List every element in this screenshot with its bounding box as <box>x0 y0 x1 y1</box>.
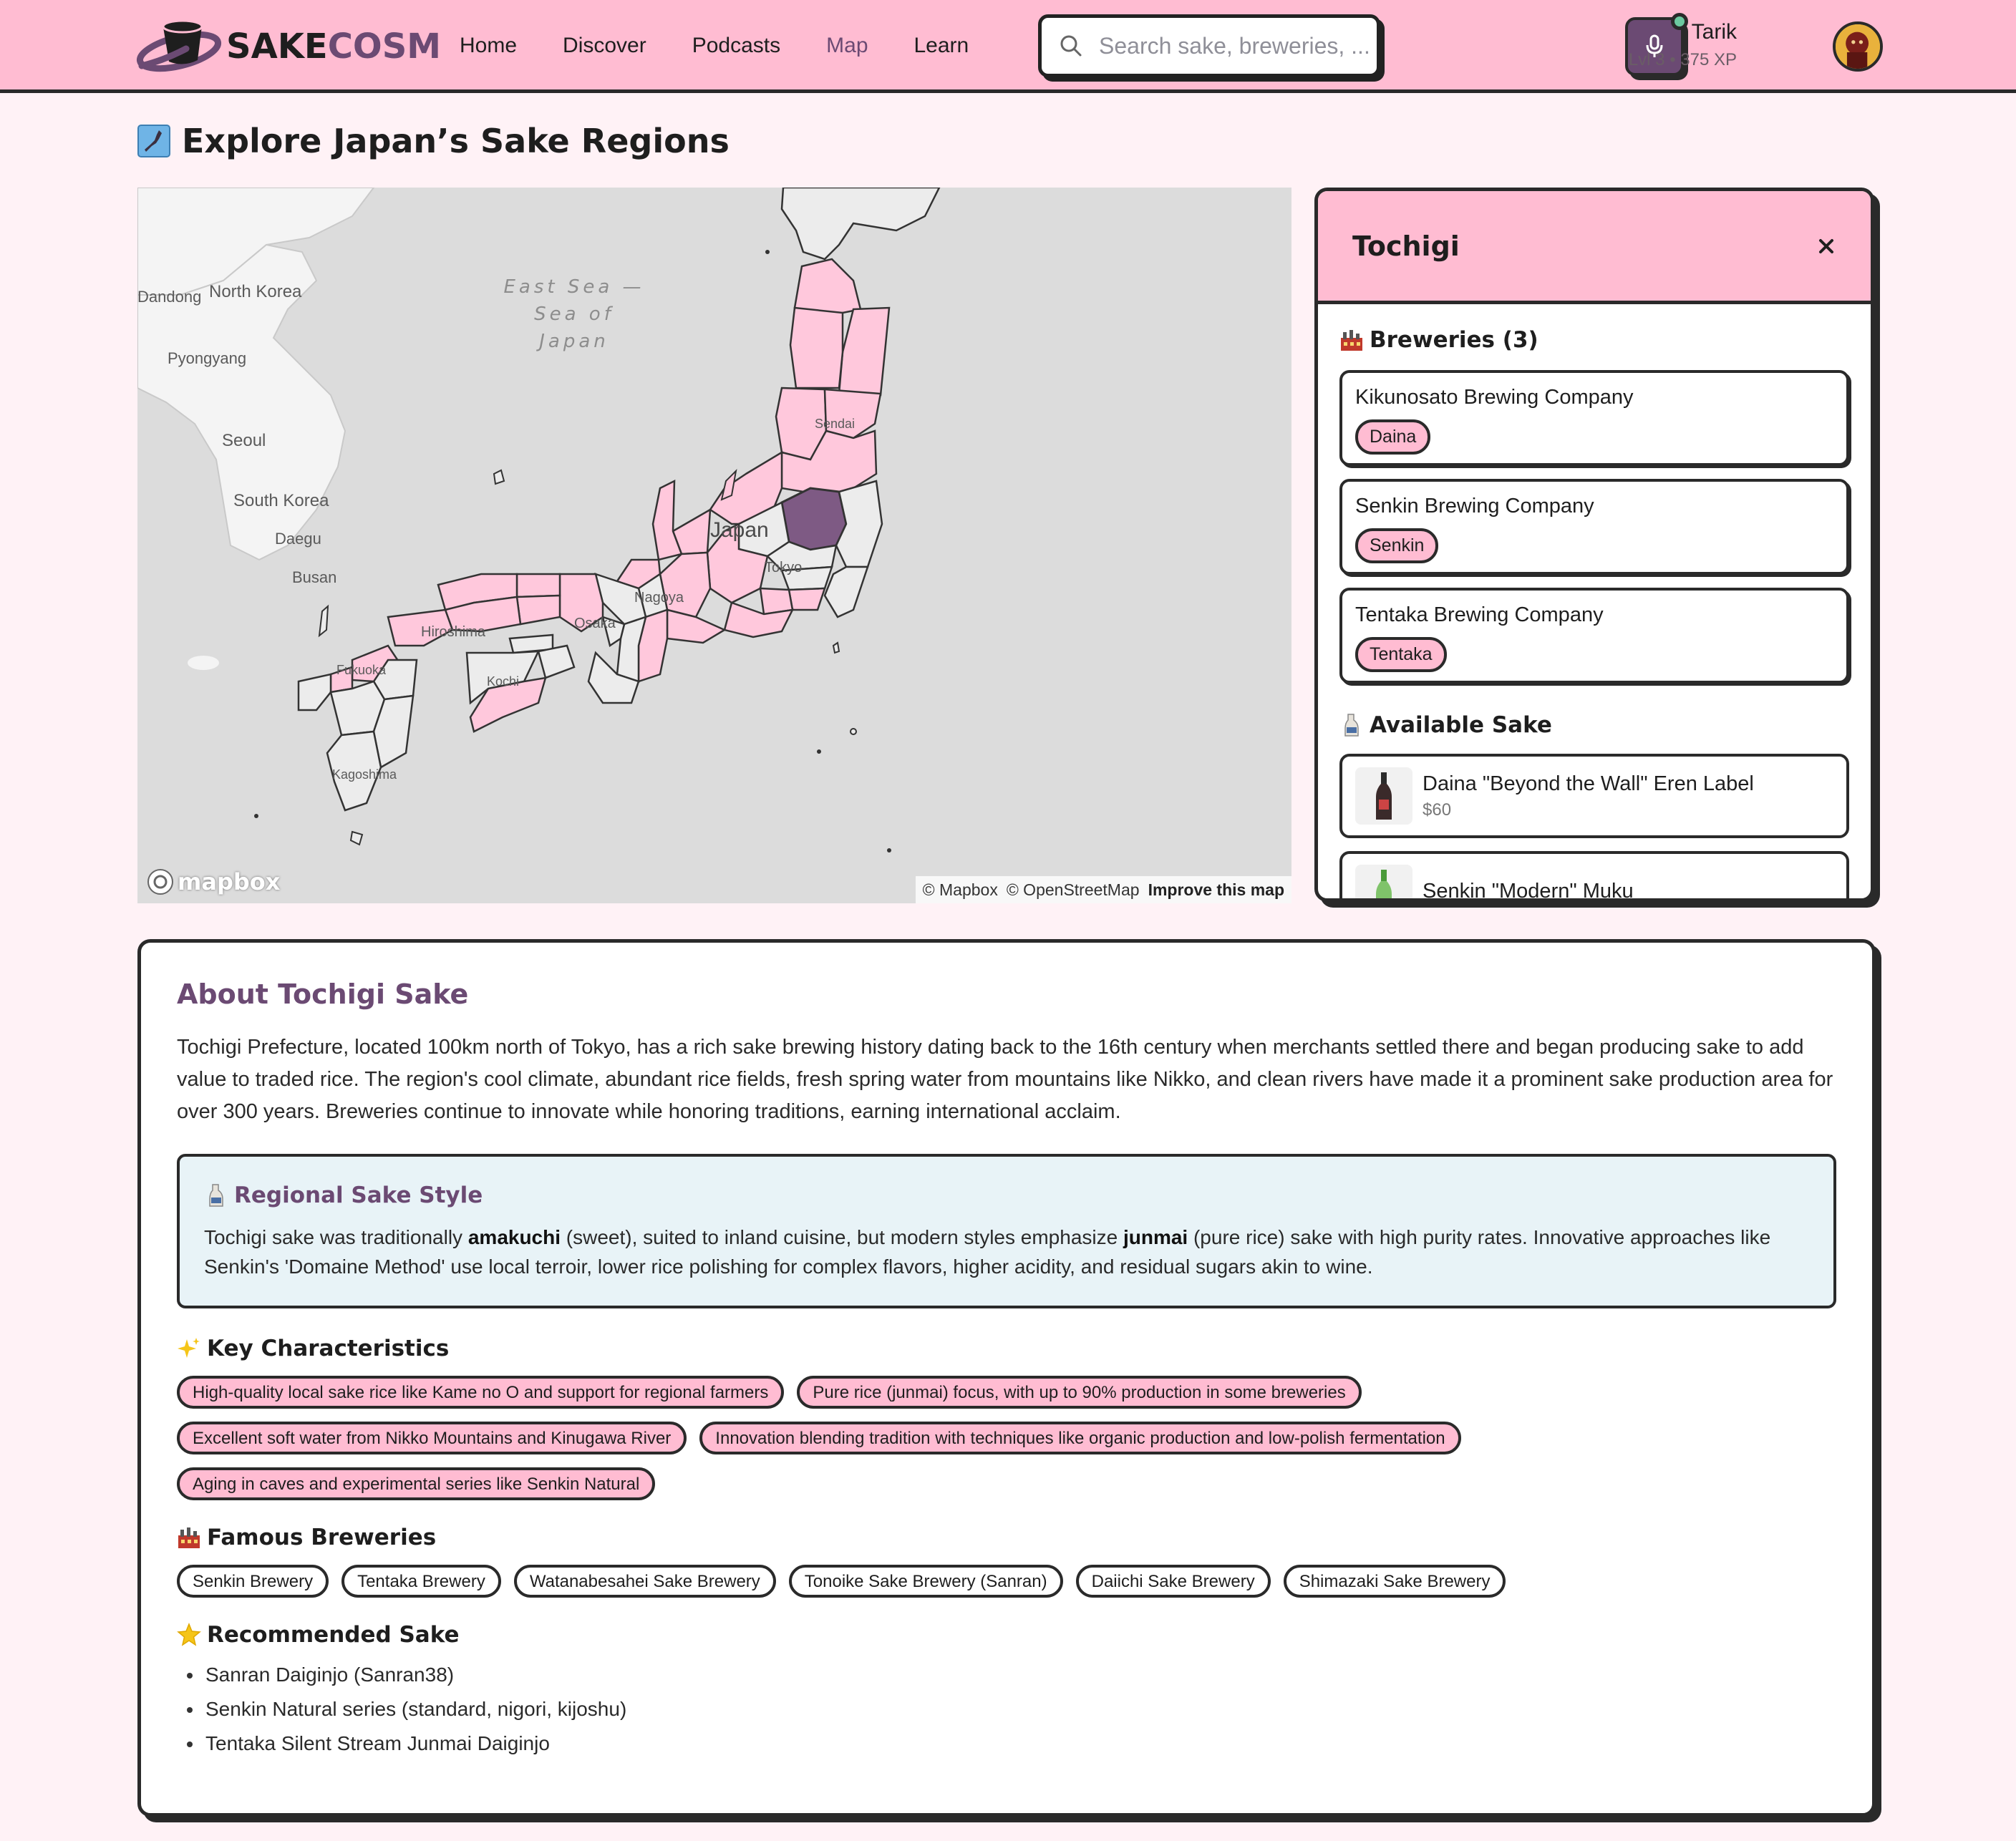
jeju-island <box>188 656 219 670</box>
panel-header <box>1318 191 1871 304</box>
attribution-osm[interactable]: © OpenStreetMap <box>1006 880 1140 899</box>
breweries-heading-text: Breweries (3) <box>1370 327 1538 353</box>
region-akita <box>790 308 843 388</box>
regional-style-heading <box>204 1182 1809 1208</box>
sake-card[interactable] <box>1339 754 1849 838</box>
brand[interactable] <box>136 16 441 77</box>
sake-price: $60 <box>1423 800 1452 820</box>
attribution-mapbox[interactable]: © Mapbox <box>922 880 998 899</box>
brewery-icon <box>177 1525 201 1550</box>
breweries-heading <box>1339 327 1849 353</box>
sparkles-icon <box>177 1336 201 1361</box>
list-item: Sanran Daiginjo (Sanran38) <box>187 1658 1836 1692</box>
page-title-row <box>137 122 730 160</box>
characteristic-chip: High-quality local sake rice like Kame no O and support for regional farmers <box>177 1376 784 1409</box>
page-title: Explore Japan’s Sake Regions <box>182 122 730 160</box>
mapbox-icon <box>146 868 175 896</box>
brewery-icon <box>1339 328 1364 352</box>
map-label-kagoshima: Kagoshima <box>332 767 397 782</box>
brand-name: SAKECOSM <box>226 26 442 67</box>
user-level-xp: Lvl 3 • 375 XP <box>1628 50 1737 69</box>
island-dot-4 <box>765 250 770 254</box>
recommended-sake-list <box>177 1658 1836 1761</box>
regional-style-box <box>177 1154 1836 1308</box>
map-label-sendai: Sendai <box>815 417 856 431</box>
about-title: About Tochigi Sake <box>177 978 469 1010</box>
search-icon <box>1059 34 1083 58</box>
available-sake-heading <box>1339 712 1849 738</box>
search-box <box>1038 14 1380 77</box>
brand-tag[interactable]: Tentaka <box>1355 637 1447 672</box>
brewery-name: Tentaka Brewing Company <box>1355 603 1604 626</box>
term-amakuchi: amakuchi <box>467 1226 561 1248</box>
sake-bottle-icon <box>1339 713 1364 737</box>
island-oki <box>494 470 504 484</box>
island-dot-2 <box>817 749 821 754</box>
brewery-chip[interactable]: Tonoike Sake Brewery (Sanran) <box>789 1565 1063 1598</box>
region-ishikawa <box>653 481 682 560</box>
about-description: Tochigi Prefecture, located 100km north of Tokyo, has a rich sake brewing history dating back to the 16th century when merchants settled there and began producing sake to add value to traded rice. The region's cool climate, abundant rice fields, fresh spring water from mountains like Nikko, and clean rivers have made it a prominent sake production area for over 300 years. Breweries continue to innovate while honoring traditions, earning international acclaim. <box>177 1036 1833 1123</box>
characteristic-chip: Excellent soft water from Nikko Mountains and Kinugawa River <box>177 1422 687 1454</box>
brewery-card[interactable] <box>1339 479 1849 575</box>
map-label-sea-of-japan: East Sea — Sea of Japan <box>503 276 645 352</box>
about-region-card <box>137 939 1876 1817</box>
brewery-chip[interactable]: Senkin Brewery <box>177 1565 329 1598</box>
region-tochigi <box>782 488 846 550</box>
star-icon <box>177 1623 201 1647</box>
brewery-chip[interactable]: Daiichi Sake Brewery <box>1076 1565 1271 1598</box>
famous-breweries-list <box>177 1565 1752 1598</box>
sake-cup-logo-icon <box>136 16 222 77</box>
characteristic-chip: Innovation blending tradition with techniques like organic production and low-polish fermentation <box>699 1422 1460 1454</box>
map-label-daegu: Daegu <box>275 530 321 548</box>
brewery-name: Kikunosato Brewing Company <box>1355 386 1634 409</box>
famous-breweries-heading <box>177 1525 1836 1550</box>
panel-title: Tochigi <box>1352 230 1460 262</box>
region-nagasaki <box>299 674 331 710</box>
map-label-japan: Japan <box>710 518 769 542</box>
region-hokkaido <box>782 188 939 259</box>
map-label-seoul: Seoul <box>222 431 266 450</box>
top-navigation-bar <box>0 0 2016 93</box>
island-dot-5 <box>254 814 258 818</box>
map-label-north-korea: North Korea <box>209 282 302 301</box>
map-label-south-korea: South Korea <box>233 491 329 510</box>
region-iwate <box>839 308 889 395</box>
mapbox-logo[interactable] <box>146 868 280 896</box>
brand-tag[interactable]: Senkin <box>1355 528 1438 563</box>
avatar-image <box>1836 24 1880 69</box>
main-nav <box>460 0 969 92</box>
sake-region-map[interactable] <box>137 188 1292 903</box>
key-characteristics-text: Key Characteristics <box>207 1336 450 1361</box>
nav-discover[interactable]: Discover <box>563 34 646 57</box>
region-chiba <box>825 567 868 617</box>
map-label-pyongyang: Pyongyang <box>168 349 247 367</box>
region-okayama <box>517 596 560 624</box>
japan-map-icon <box>137 125 170 157</box>
sake-bottle-image <box>1375 868 1393 902</box>
recommended-sake-text: Recommended Sake <box>207 1622 460 1648</box>
user-info[interactable] <box>1629 20 1737 70</box>
island-izu <box>833 643 839 653</box>
regional-style-title: Regional Sake Style <box>234 1182 483 1208</box>
island-yakushima <box>351 832 362 845</box>
region-details-panel <box>1314 188 1874 902</box>
brewery-card[interactable] <box>1339 588 1849 684</box>
map-label-kochi: Kochi <box>487 674 520 689</box>
avatar[interactable] <box>1833 21 1883 72</box>
region-tottori <box>517 574 560 597</box>
term-junmai: junmai <box>1123 1226 1188 1248</box>
brewery-chip[interactable]: Watanabesahei Sake Brewery <box>514 1565 776 1598</box>
nav-podcasts[interactable]: Podcasts <box>692 34 781 57</box>
characteristic-chip: Aging in caves and experimental series like Senkin Natural <box>177 1467 655 1500</box>
map-label-nagoya: Nagoya <box>634 590 684 606</box>
brewery-name: Senkin Brewing Company <box>1355 495 1594 518</box>
map-label-tokyo: Tokyo <box>765 560 803 575</box>
map-label-busan: Busan <box>292 568 337 586</box>
region-aomori <box>795 259 861 316</box>
sake-name: Senkin "Modern" Muku <box>1423 879 1634 902</box>
list-item: Senkin Natural series (standard, nigori, kijoshu) <box>187 1692 1836 1726</box>
region-tokushima <box>538 646 574 678</box>
brewery-chip[interactable]: Shimazaki Sake Brewery <box>1284 1565 1506 1598</box>
characteristic-chip: Pure rice (junmai) focus, with up to 90% production in some breweries <box>797 1376 1361 1409</box>
sake-thumbnail <box>1355 865 1412 902</box>
brewery-card[interactable] <box>1339 370 1849 466</box>
famous-breweries-text: Famous Breweries <box>207 1525 437 1550</box>
map-label-dandong: Dandong <box>137 288 202 306</box>
island-dot-1 <box>850 729 856 734</box>
island-dot-3 <box>887 848 891 853</box>
sake-card[interactable] <box>1339 851 1849 902</box>
mapbox-logo-text: mapbox <box>178 868 281 895</box>
brand-tag[interactable]: Daina <box>1355 419 1430 455</box>
improve-map-link[interactable]: Improve this map <box>1148 880 1284 899</box>
search-input[interactable] <box>1099 33 1371 59</box>
brewery-chip[interactable]: Tentaka Brewery <box>341 1565 501 1598</box>
region-kanagawa <box>789 588 825 610</box>
tsushima-island <box>319 606 328 636</box>
sake-bottle-image <box>1375 771 1393 821</box>
map-label-osaka: Osaka <box>574 616 616 631</box>
map-attribution <box>916 876 1292 903</box>
key-characteristics-heading <box>177 1336 1836 1361</box>
nav-learn[interactable]: Learn <box>914 34 969 57</box>
panel-body <box>1318 304 1871 902</box>
sake-thumbnail <box>1355 767 1412 825</box>
user-name: Tarik <box>1691 20 1737 44</box>
nav-home[interactable]: Home <box>460 34 518 57</box>
characteristics-list <box>177 1376 1752 1500</box>
list-item: Tentaka Silent Stream Junmai Daiginjo <box>187 1726 1836 1761</box>
available-sake-heading-text: Available Sake <box>1370 712 1552 738</box>
map-label-fukuoka: Fukuoka <box>336 663 387 677</box>
close-icon[interactable] <box>1812 232 1841 261</box>
recommended-sake-heading <box>177 1622 1836 1648</box>
map-label-hiroshima: Hiroshima <box>421 624 486 640</box>
nav-map[interactable]: Map <box>826 34 868 57</box>
regional-style-text: Tochigi sake was traditionally amakuchi (sweet), suited to inland cuisine, but modern styles emphasize junmai (pure rice) sake with high purity rates. Innovative approaches like Senkin's 'Domaine Method' use local terroir, lower rice polishing for complex flavors, higher acidity, and residual sugars akin to wine. <box>204 1226 1771 1278</box>
sake-bottle-icon <box>204 1183 228 1208</box>
sake-name: Daina "Beyond the Wall" Eren Label <box>1423 772 1754 795</box>
